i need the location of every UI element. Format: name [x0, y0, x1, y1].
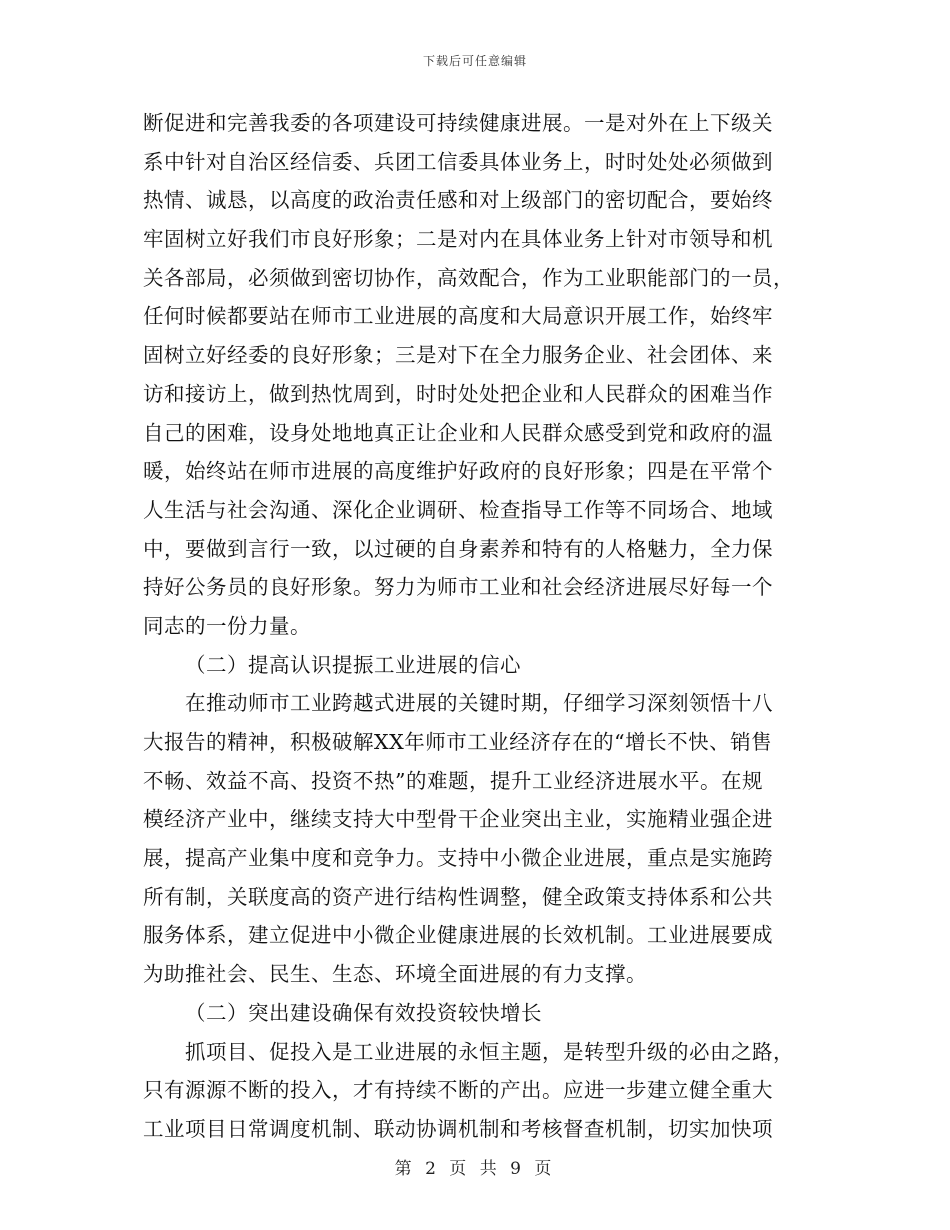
page-header: 下载后可任意编辑	[422, 54, 527, 68]
body-line: 暖，始终站在师市进展的高度维护好政府的良好形象；四是在平常个	[143, 459, 773, 484]
body-line: 持好公务员的良好形象。努力为师市工业和社会经济进展尽好每一个	[143, 575, 773, 600]
body-line: 固树立好经委的良好形象；三是对下在全力服务企业、社会团体、来	[143, 343, 773, 368]
body-line: 系中针对自治区经信委、兵团工信委具体业务上，时时处处必须做到	[143, 149, 773, 174]
body-line: 同志的一份力量。	[143, 613, 311, 638]
document-body	[143, 104, 807, 1149]
body-line: 访和接访上，做到热忱周到，时时处处把企业和人民群众的困难当作	[143, 381, 773, 406]
body-line: 热情、诚恳，以高度的政治责任感和对上级部门的密切配合，要始终	[143, 188, 773, 213]
body-line: 牢固树立好我们市良好形象；二是对内在具体业务上针对市领导和机	[143, 227, 773, 252]
paragraph-line: 展，提高产业集中度和竞争力。支持中小微企业进展，重点是实施跨	[143, 846, 773, 871]
body-line: 任何时候都要站在师市工业进展的高度和大局意识开展工作，始终牢	[143, 304, 773, 329]
body-line: 关各部局，必须做到密切协作，高效配合，作为工业职能部门的一员，	[143, 265, 794, 290]
paragraph-line: 抓项目、促投入是工业进展的永恒主题，是转型升级的必由之路，	[185, 1039, 794, 1064]
paragraph-line: 不畅、效益不高、投资不热”的难题，提升工业经济进展水平。在规	[143, 768, 763, 793]
paragraph-line: 服务体系，建立促进中小微企业健康进展的长效机制。工业进展要成	[143, 923, 773, 948]
body-line: 自己的困难，设身处地地真正让企业和人民群众感受到党和政府的温	[143, 420, 773, 445]
section-heading: （二）提高认识提振工业进展的信心	[185, 652, 521, 677]
paragraph-line: 为助推社会、民生、生态、环境全面进展的有力支撑。	[143, 962, 647, 987]
section-heading: （二）突出建设确保有效投资较快增长	[185, 1000, 542, 1025]
paragraph-line: 所有制，关联度高的资产进行结构性调整，健全政策支持体系和公共	[143, 884, 773, 909]
paragraph-line: 大报告的精神，积极破解XX年师市工业经济存在的“增长不快、销售	[143, 730, 773, 754]
paragraph-line: 模经济产业中，继续支持大中型骨干企业突出主业，实施精业强企进	[143, 807, 773, 832]
page-footer: 第 2 页 共 9 页	[394, 1159, 556, 1179]
paragraph-line: 只有源源不断的投入，才有持续不断的产出。应进一步建立健全重大	[143, 1078, 773, 1103]
body-line: 人生活与社会沟通、深化企业调研、检查指导工作等不同场合、地域	[143, 497, 773, 522]
body-line: 断促进和完善我委的各项建设可持续健康进展。一是对外在上下级关	[143, 111, 773, 135]
body-line: 中，要做到言行一致，以过硬的自身素养和特有的人格魅力，全力保	[143, 536, 773, 561]
paragraph-line: 工业项目日常调度机制、联动协调机制和考核督查机制，切实加快项	[143, 1116, 773, 1141]
paragraph-line: 在推动师市工业跨越式进展的关键时期，仔细学习深刻领悟十八	[185, 691, 773, 716]
